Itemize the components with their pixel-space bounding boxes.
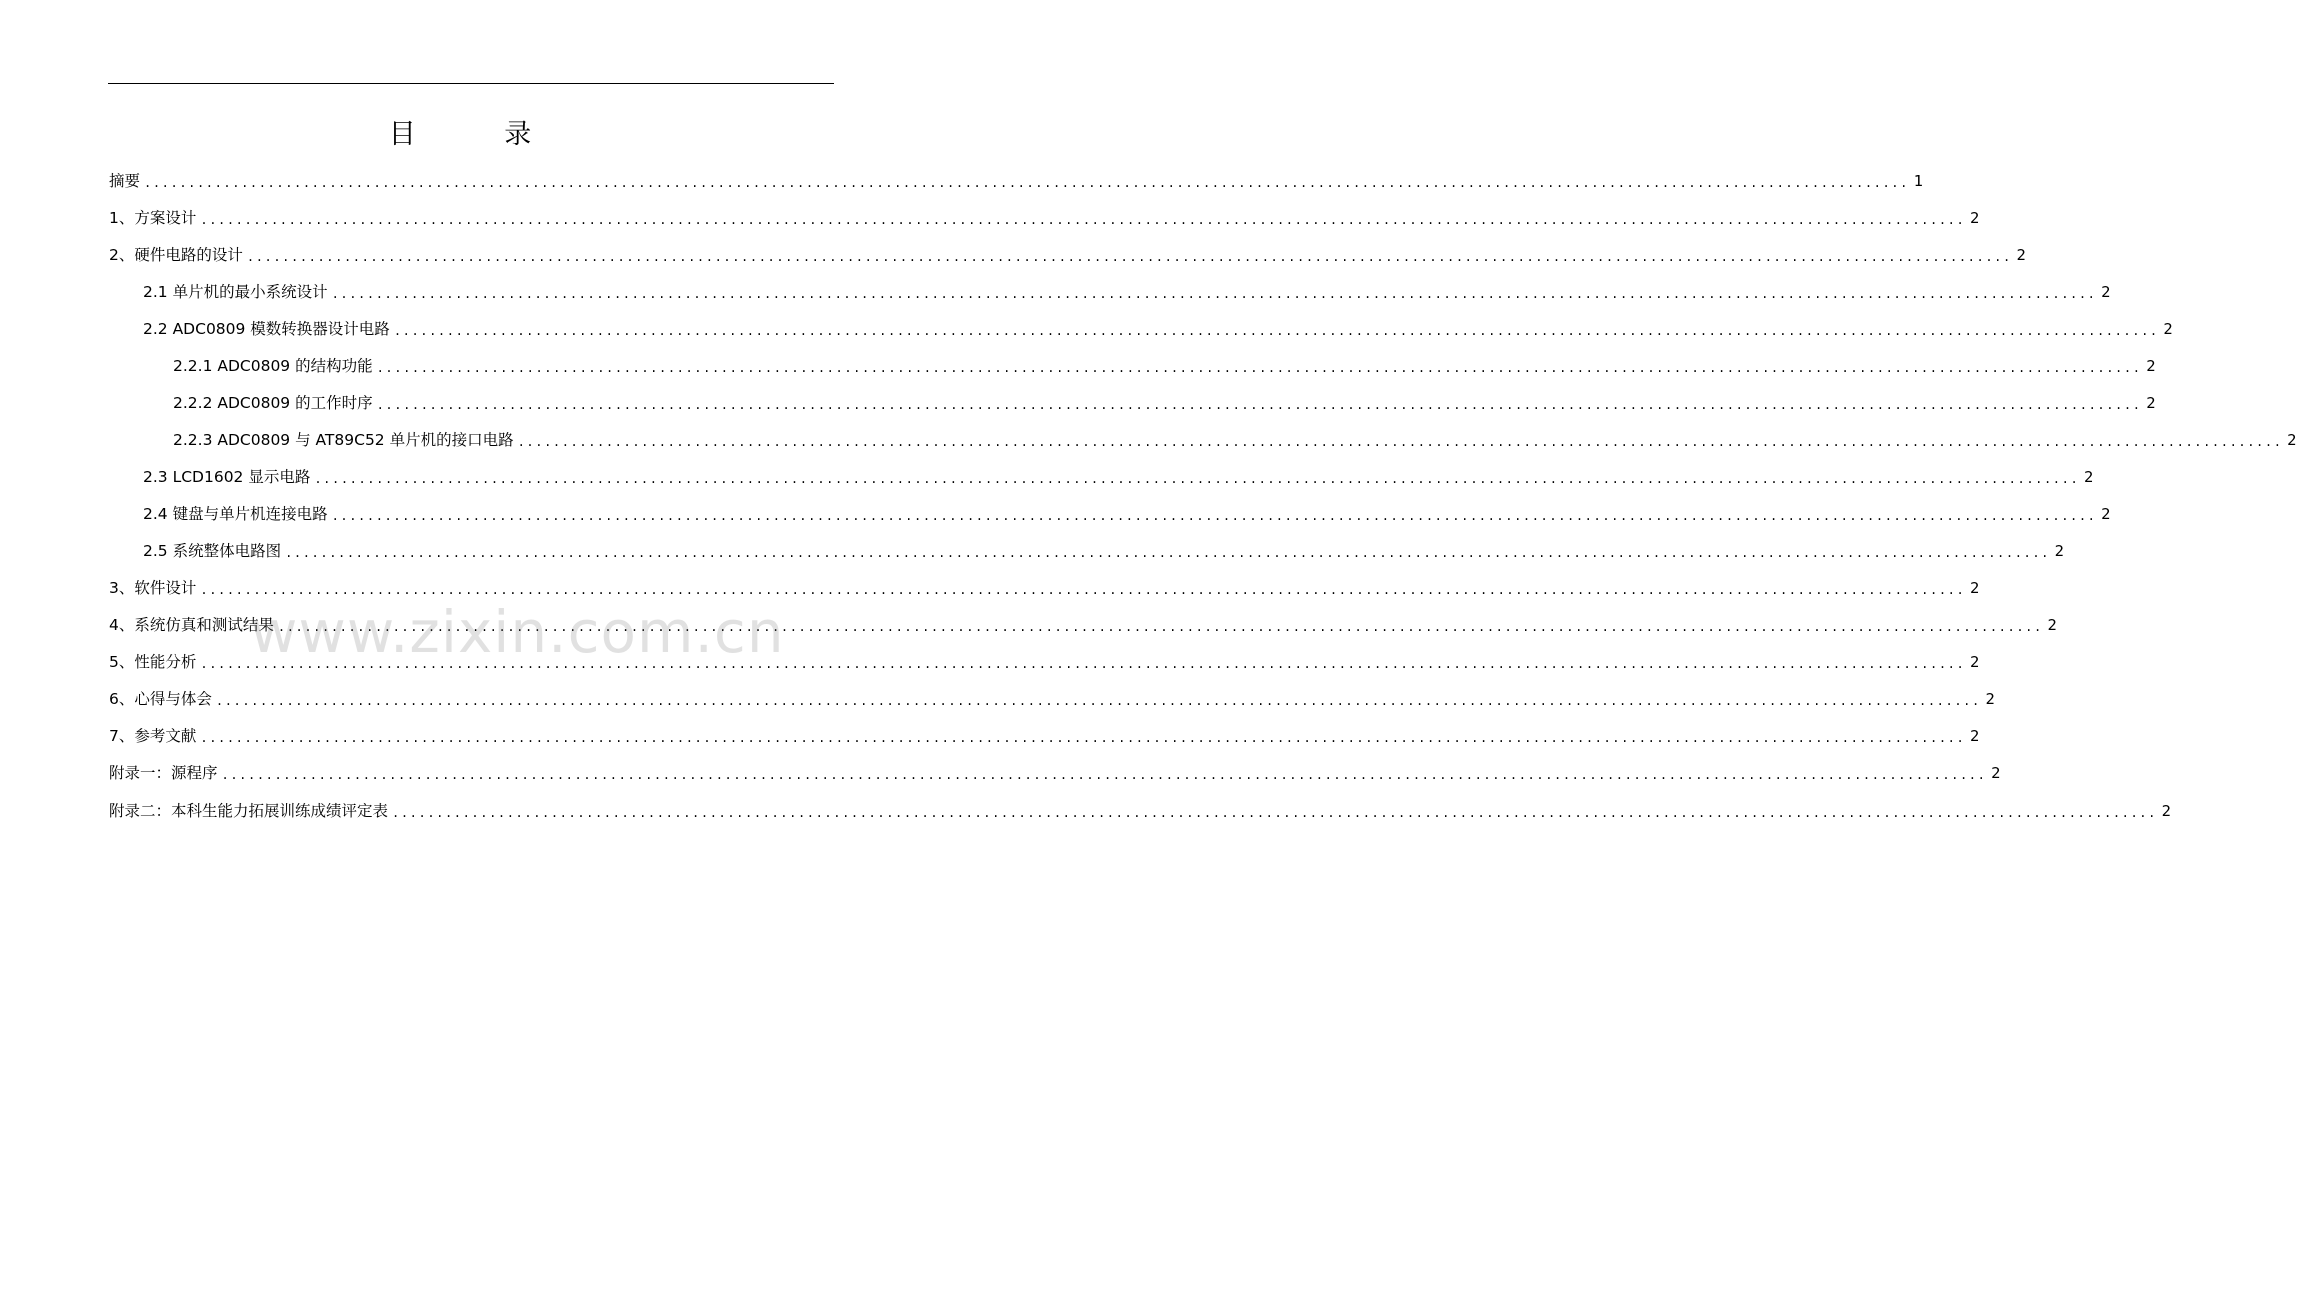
toc-entry-section-1[interactable] <box>109 200 1980 236</box>
toc-entry-label: 2.1 单片机的最小系统设计 <box>143 283 328 301</box>
toc-entry-appendix-1[interactable] <box>109 755 2001 791</box>
toc-dot-leader: ........................................................................................................................................................................................................ <box>200 731 1966 745</box>
watermark-text: www.zixin.com.cn <box>250 598 785 666</box>
toc-page-number: 2 <box>2047 616 2057 634</box>
toc-dot-leader: ........................................................................................................................................................................................................ <box>517 435 2283 449</box>
toc-dot-leader: ........................................................................................................................................................................................................ <box>200 213 1966 227</box>
toc-entry-label: 2、硬件电路的设计 <box>109 246 243 264</box>
toc-page-number: 2 <box>2054 542 2064 560</box>
toc-entry-section-2-1[interactable] <box>143 274 2111 310</box>
toc-page-number: 2 <box>1969 579 1980 597</box>
toc-dot-leader: ........................................................................................................................................................................................................ <box>144 176 1909 190</box>
toc-page-number: 2 <box>1969 209 1980 227</box>
toc-entry-section-2-3[interactable] <box>143 459 2094 495</box>
toc-dot-leader: ........................................................................................................................................................................................................ <box>376 361 2142 375</box>
toc-entry-section-2-2-2[interactable] <box>173 385 2156 421</box>
toc-dot-leader: ........................................................................................................................................................................................................ <box>200 583 1966 597</box>
toc-entry-label: 1、方案设计 <box>109 209 197 227</box>
toc-entry-section-4[interactable] <box>109 607 2057 643</box>
header-rule <box>108 83 834 84</box>
page-title: 目 录 <box>388 119 572 150</box>
toc-page-number: 2 <box>2161 802 2171 820</box>
toc-entry-label: 4、系统仿真和测试结果 <box>109 616 274 634</box>
toc-entry-section-2-5[interactable] <box>143 533 2064 569</box>
toc-entry-label: 5、性能分析 <box>109 653 197 671</box>
toc-dot-leader: ........................................................................................................................................................................................................ <box>221 768 1987 782</box>
toc-entry-label: 附录一：源程序 <box>109 764 218 782</box>
toc-dot-leader: ........................................................................................................................................................................................................ <box>246 250 2012 264</box>
toc-entry-section-3[interactable] <box>109 570 1980 606</box>
toc-entry-section-2-2-3[interactable] <box>173 422 2297 458</box>
toc-entry-abstract[interactable] <box>109 163 1923 199</box>
toc-entry-label: 摘要 <box>109 172 141 190</box>
toc-page-number: 2 <box>2101 283 2111 301</box>
toc-page-number: 2 <box>2163 320 2173 338</box>
toc-entry-label: 附录二：本科生能力拓展训练成绩评定表 <box>109 802 389 820</box>
toc-page-number: 2 <box>2146 357 2156 375</box>
toc-page-number: 2 <box>2083 468 2094 486</box>
toc-entry-section-2-2-1[interactable] <box>173 348 2156 384</box>
toc-dot-leader: ........................................................................................................................................................................................................ <box>314 472 2080 486</box>
toc-entry-section-5[interactable] <box>109 644 1980 680</box>
toc-page-number: 1 <box>1913 172 1923 190</box>
toc-page-number: 2 <box>2287 431 2297 449</box>
toc-page-number: 2 <box>2146 394 2156 412</box>
toc-entry-label: 2.2.2 ADC0809 的工作时序 <box>173 394 373 412</box>
toc-entry-section-2-2[interactable] <box>143 311 2173 347</box>
toc-dot-leader: ........................................................................................................................................................................................................ <box>393 324 2159 338</box>
toc-entry-label: 7、参考文献 <box>109 727 197 745</box>
toc-entry-section-2[interactable] <box>109 237 2026 273</box>
toc-entry-section-6[interactable] <box>109 681 1995 717</box>
toc-entry-label: 2.2.3 ADC0809 与 AT89C52 单片机的接口电路 <box>173 431 514 449</box>
toc-entry-label: 6、心得与体会 <box>109 690 212 708</box>
toc-dot-leader: ........................................................................................................................................................................................................ <box>277 620 2043 634</box>
toc-page-number: 2 <box>1985 690 1995 708</box>
toc-page-number: 2 <box>2016 246 2026 264</box>
toc-page-number: 2 <box>1969 727 1980 745</box>
toc-entry-label: 3、软件设计 <box>109 579 197 597</box>
toc-entry-appendix-2[interactable] <box>109 793 2171 829</box>
toc-entry-label: 2.3 LCD1602 显示电路 <box>143 468 311 486</box>
toc-entry-section-7[interactable] <box>109 718 1980 754</box>
toc-dot-leader: ........................................................................................................................................................................................................ <box>392 806 2157 820</box>
toc-dot-leader: ........................................................................................................................................................................................................ <box>376 398 2142 412</box>
toc-dot-leader: ........................................................................................................................................................................................................ <box>331 287 2097 301</box>
toc-entry-section-2-4[interactable] <box>143 496 2111 532</box>
toc-entry-label: 2.2.1 ADC0809 的结构功能 <box>173 357 373 375</box>
toc-dot-leader: ........................................................................................................................................................................................................ <box>331 509 2097 523</box>
toc-dot-leader: ........................................................................................................................................................................................................ <box>285 546 2050 560</box>
toc-entry-label: 2.2 ADC0809 模数转换器设计电路 <box>143 320 390 338</box>
toc-page-number: 2 <box>1969 653 1980 671</box>
toc-dot-leader: ........................................................................................................................................................................................................ <box>215 694 1981 708</box>
toc-page-number: 2 <box>2101 505 2111 523</box>
toc-entry-label: 2.5 系统整体电路图 <box>143 542 282 560</box>
toc-entry-label: 2.4 键盘与单片机连接电路 <box>143 505 328 523</box>
toc-page-number: 2 <box>1991 764 2001 782</box>
toc-dot-leader: ........................................................................................................................................................................................................ <box>200 657 1966 671</box>
